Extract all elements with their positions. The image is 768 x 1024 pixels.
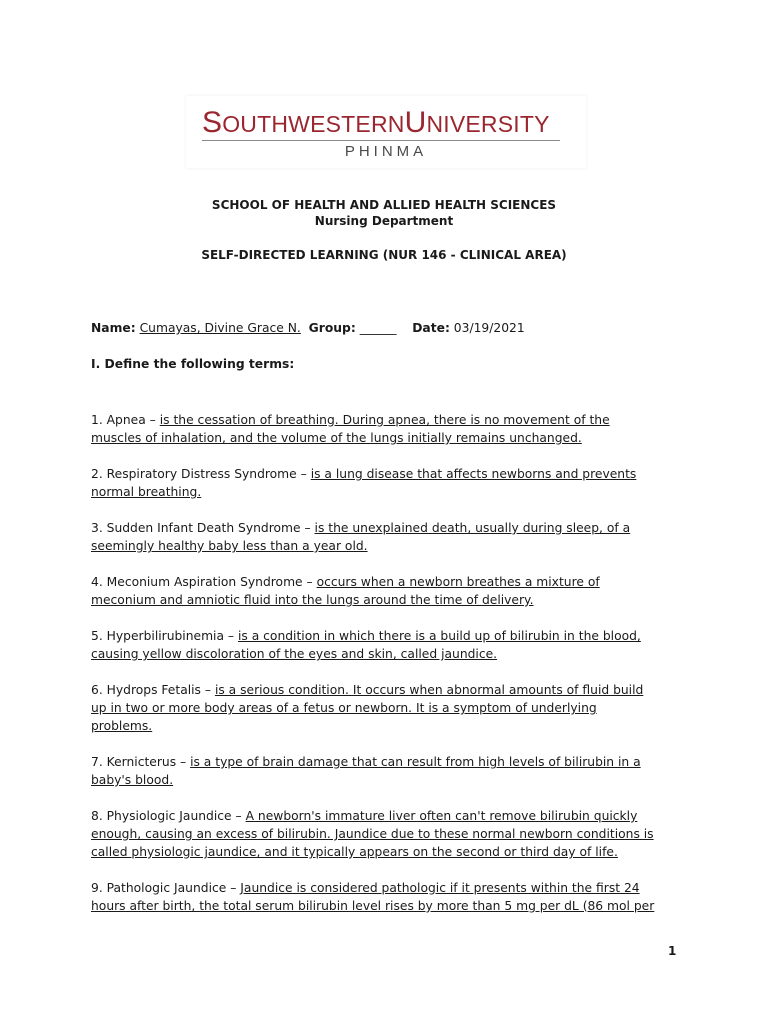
- course-heading: SELF-DIRECTED LEARNING (NUR 146 - CLINICAL AREA): [201, 248, 567, 262]
- definition-term: 8. Physiologic Jaundice –: [91, 809, 246, 823]
- definition-line: [91, 825, 654, 843]
- definition-line: [91, 627, 641, 645]
- definition-text: A newborn's immature liver often can't remove bilirubin quickly: [245, 809, 638, 823]
- definition-item: [91, 879, 654, 915]
- section-title: I. Define the following terms:: [91, 357, 295, 371]
- definition-text: occurs when a newborn breathes a mixture of: [316, 575, 600, 589]
- logo-subtitle: PHINMA: [344, 143, 428, 160]
- name-value: Cumayas, Divine Grace N.: [139, 321, 301, 335]
- definition-text: is the cessation of breathing. During apnea, there is no movement of the: [159, 413, 610, 427]
- definition-line: [91, 573, 600, 591]
- definition-term: 1. Apnea –: [91, 413, 160, 427]
- definition-term: 9. Pathologic Jaundice –: [91, 881, 241, 895]
- definition-term: 4. Meconium Aspiration Syndrome –: [91, 575, 317, 589]
- definition-line: [91, 897, 654, 915]
- definition-text: seemingly healthy baby less than a year old.: [91, 539, 368, 553]
- definition-line: [91, 681, 643, 699]
- definition-line: [91, 879, 654, 897]
- definition-term: 2. Respiratory Distress Syndrome –: [91, 467, 311, 481]
- definition-line: [91, 591, 600, 609]
- definition-line: [91, 771, 641, 789]
- definition-text: up in two or more body areas of a fetus or newborn. It is a symptom of underlying: [91, 701, 597, 715]
- definition-line: [91, 465, 636, 483]
- definition-item: [91, 573, 600, 609]
- definition-text: baby's blood.: [91, 773, 174, 787]
- logo-initial-s: S: [202, 106, 223, 139]
- definition-text: is the unexplained death, usually during sleep, of a: [314, 521, 631, 535]
- definition-text: problems.: [91, 719, 153, 733]
- definition-item: [91, 753, 641, 789]
- logo-word-university: NIVERSITY: [426, 111, 550, 137]
- definition-line: [91, 807, 654, 825]
- logo-initial-u: U: [404, 106, 427, 139]
- definition-line: [91, 483, 636, 501]
- definition-line: [91, 429, 610, 447]
- definition-item: [91, 411, 610, 447]
- definition-item: [91, 681, 643, 735]
- definition-item: [91, 465, 636, 501]
- definition-text: is a condition in which there is a build up of bilirubin in the blood,: [237, 629, 641, 643]
- logo-wordmark: [202, 106, 572, 140]
- school-heading: SCHOOL OF HEALTH AND ALLIED HEALTH SCIENCES: [211, 198, 557, 212]
- definition-line: [91, 699, 643, 717]
- definition-text: meconium and amniotic fluid into the lungs around the time of delivery.: [91, 593, 534, 607]
- definition-term: 3. Sudden Infant Death Syndrome –: [91, 521, 315, 535]
- definition-item: [91, 807, 654, 861]
- date-value: 03/19/2021: [453, 321, 525, 335]
- definition-line: [91, 411, 610, 429]
- group-value: ______: [359, 321, 397, 335]
- definition-text: is a lung disease that affects newborns and prevents: [310, 467, 637, 481]
- definition-text: is a serious condition. It occurs when abnormal amounts of fluid build: [214, 683, 644, 697]
- definition-text: muscles of inhalation, and the volume of the lungs initially remains unchanged.: [91, 431, 582, 445]
- definition-term: 5. Hyperbilirubinemia –: [91, 629, 238, 643]
- definition-text: normal breathing.: [91, 485, 202, 499]
- definition-text: Jaundice is considered pathologic if it presents within the first 24: [240, 881, 640, 895]
- department-heading: Nursing Department: [314, 214, 454, 228]
- university-logo: [186, 96, 586, 168]
- definition-text: called physiologic jaundice, and it typically appears on the second or third day of life.: [91, 845, 618, 859]
- definition-line: [91, 519, 630, 537]
- definition-text: is a type of brain damage that can result from high levels of bilirubin in a: [190, 755, 641, 769]
- definition-line: [91, 537, 630, 555]
- group-label: Group:: [308, 321, 356, 335]
- page-number: 1: [668, 944, 677, 958]
- name-label: Name:: [91, 321, 136, 335]
- definition-item: [91, 627, 641, 663]
- definition-line: [91, 645, 641, 663]
- definition-term: 7. Kernicterus –: [91, 755, 191, 769]
- definition-line: [91, 753, 641, 771]
- logo-word-southwestern: OUTHWESTERN: [222, 111, 405, 137]
- date-label: Date:: [412, 321, 450, 335]
- student-info-row: [91, 321, 525, 335]
- definition-text: hours after birth, the total serum bilirubin level rises by more than 5 mg per dL (86 mol per: [91, 899, 655, 913]
- definition-text: causing yellow discoloration of the eyes and skin, called jaundice.: [91, 647, 498, 661]
- definition-line: [91, 843, 654, 861]
- definition-item: [91, 519, 630, 555]
- logo-divider: [202, 140, 560, 141]
- definition-term: 6. Hydrops Fetalis –: [91, 683, 215, 697]
- definition-line: [91, 717, 643, 735]
- definition-text: enough, causing an excess of bilirubin. Jaundice due to these normal newborn conditions is: [91, 827, 654, 841]
